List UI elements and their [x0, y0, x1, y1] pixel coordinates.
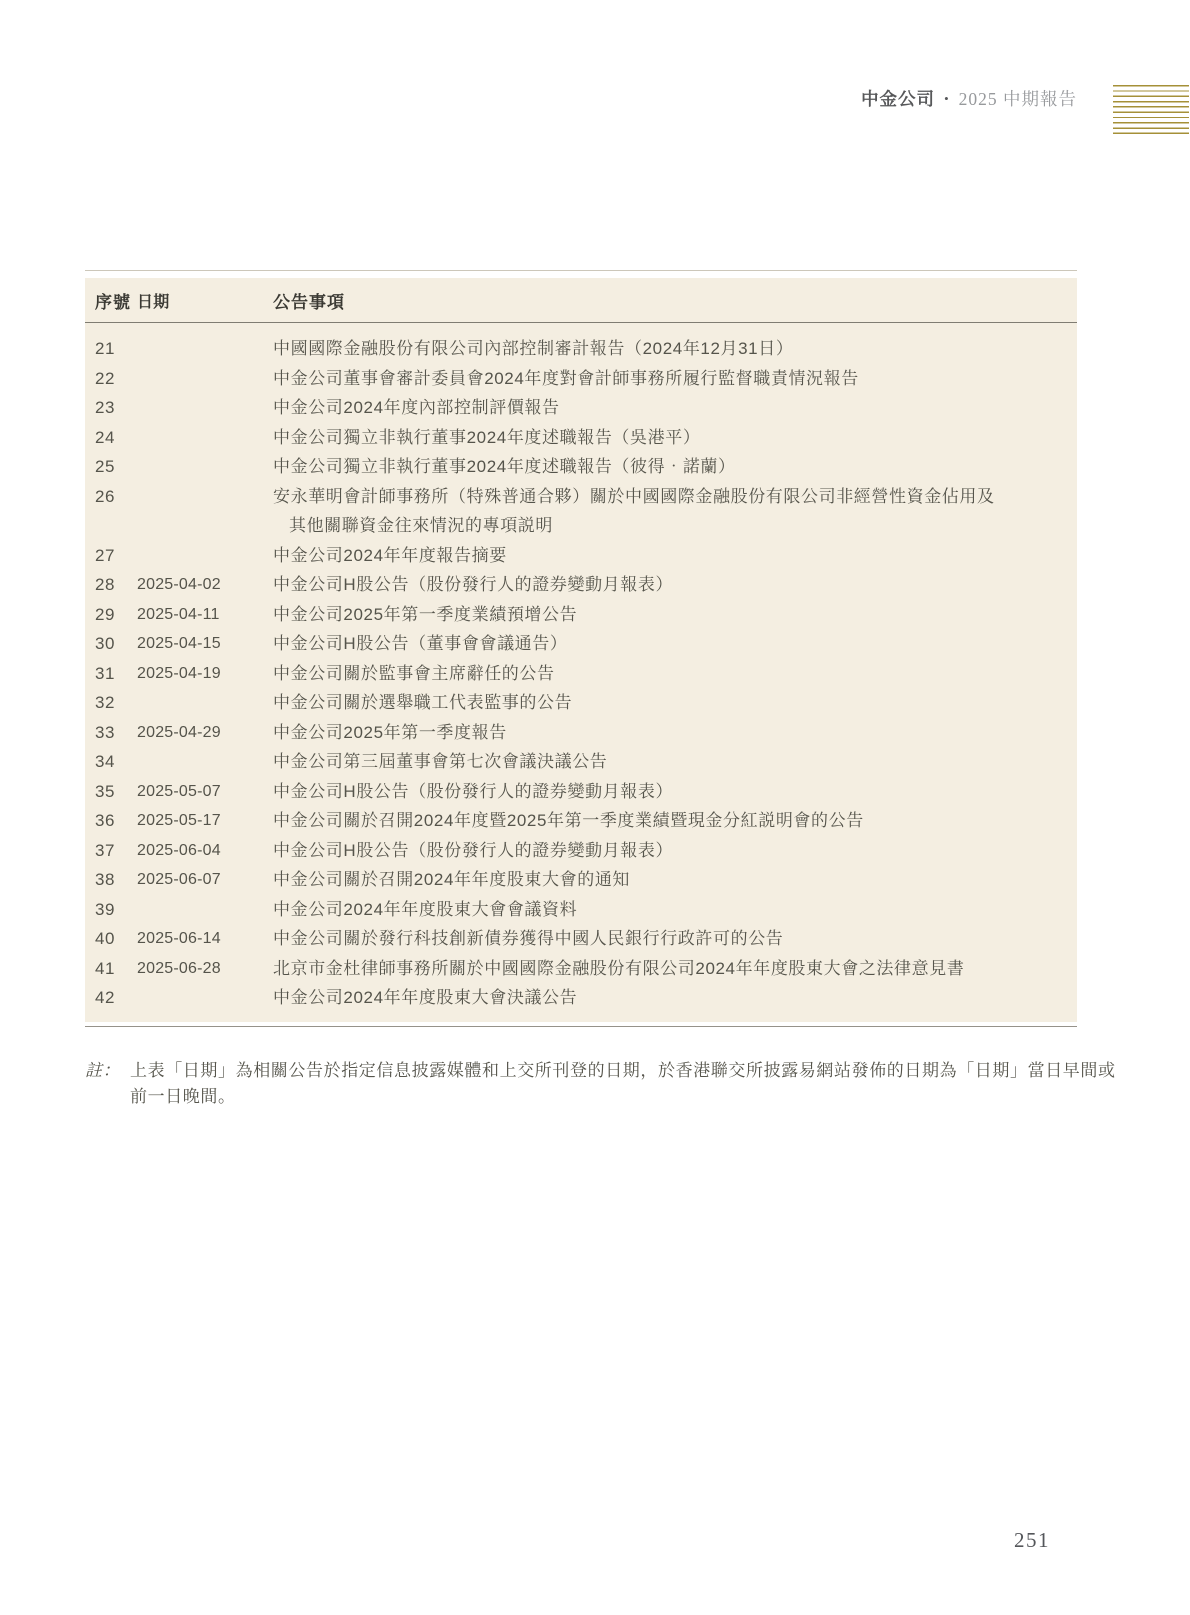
row-date [137, 983, 273, 1013]
announcement-item: 安永華明會計師事務所（特殊普通合夥）關於中國國際金融股份有限公司非經營性資金佔用及 [273, 486, 995, 506]
announcement-item: 中金公司2024年度內部控制評價報告 [273, 398, 560, 417]
row-item-cell [273, 364, 1077, 394]
row-item-cell [273, 688, 1077, 718]
table-row [85, 718, 1077, 748]
row-item-cell [273, 895, 1077, 925]
row-item-cell [273, 954, 1077, 984]
row-item-cell [273, 983, 1077, 1013]
row-number: 33 [95, 722, 116, 742]
row-item-cell [273, 659, 1077, 689]
row-number: 34 [95, 752, 116, 771]
gold-lines-decoration [1113, 85, 1189, 134]
column-header-date: 日期 [137, 293, 170, 311]
announcement-item: 中金公司2025年第一季度報告 [273, 722, 507, 742]
announcement-item: 中金公司H股公告（董事會會議通告） [273, 634, 568, 653]
announcement-item: 中金公司關於召開2024年年度股東大會的通知 [273, 870, 631, 889]
row-date [137, 541, 273, 571]
table-row [85, 747, 1077, 777]
row-number: 21 [95, 339, 116, 358]
row-date: 2025-04-02 [137, 576, 221, 593]
table-row [85, 600, 1077, 630]
row-item-cell [273, 629, 1077, 659]
announcement-item: 中金公司H股公告（股份發行人的證券變動月報表） [273, 781, 674, 801]
announcement-item: 中金公司H股公告（股份發行人的證券變動月報表） [273, 575, 674, 594]
announcement-item: 中金公司2024年年度股東大會決議公告 [273, 988, 578, 1007]
row-item-cell [273, 600, 1077, 630]
row-item-cell [273, 334, 1077, 364]
row-date [137, 364, 273, 394]
table-row [85, 954, 1077, 984]
table-row [85, 659, 1077, 689]
row-date [137, 895, 273, 925]
announcement-item: 中金公司關於選舉職工代表監事的公告 [273, 693, 573, 712]
row-date [137, 393, 273, 423]
row-number: 25 [95, 457, 116, 476]
table-row [85, 806, 1077, 836]
row-date [137, 747, 273, 777]
row-item-cell [273, 806, 1077, 836]
row-item-cell [273, 570, 1077, 600]
row-date: 2025-05-07 [137, 782, 221, 800]
row-number: 40 [95, 929, 116, 948]
table-header-row [85, 278, 1077, 323]
row-item-cell [273, 924, 1077, 954]
table-row [85, 334, 1077, 364]
table-row [85, 452, 1077, 482]
announcements-table [85, 270, 1077, 1027]
table-row [85, 688, 1077, 718]
announcement-item: 中金公司關於召開2024年度暨2025年第一季度業績暨現金分紅説明會的公告 [273, 811, 864, 830]
row-number: 32 [95, 693, 116, 712]
row-item-cell [273, 452, 1077, 482]
row-date: 2025-05-17 [137, 812, 221, 829]
report-title: 2025 中期報告 [958, 89, 1077, 109]
row-number: 35 [95, 781, 116, 801]
row-date: 2025-04-29 [137, 723, 221, 741]
table-row [85, 777, 1077, 807]
row-item-cell [273, 865, 1077, 895]
footnote-text [130, 1058, 1116, 1110]
table-row [85, 983, 1077, 1013]
row-date [137, 452, 273, 482]
row-number: 29 [95, 604, 116, 624]
table-row [85, 393, 1077, 423]
row-number: 36 [95, 811, 116, 830]
row-date: 2025-04-11 [137, 605, 220, 623]
row-item-cell [273, 836, 1077, 866]
table-row [85, 865, 1077, 895]
row-item-cell [273, 747, 1077, 777]
table-row [85, 482, 1077, 541]
table-row [85, 629, 1077, 659]
row-number: 31 [95, 663, 116, 683]
row-number: 39 [95, 899, 116, 919]
table-surface [85, 278, 1077, 1022]
table-row [85, 895, 1077, 925]
column-header-no: 序號 [95, 292, 131, 312]
row-number: 41 [95, 958, 116, 978]
row-item-cell [273, 482, 1077, 541]
footnote-line: 上表「日期」為相關公告於指定信息披露媒體和上交所刊登的日期，於香港聯交所披露易網站發佈的日期為「日期」當日早間或 [130, 1061, 1116, 1080]
row-number: 27 [95, 545, 116, 565]
announcement-item-continuation: 其他關聯資金往來情況的專項説明 [289, 516, 553, 535]
row-date: 2025-04-15 [137, 635, 221, 652]
announcement-item: 中金公司H股公告（股份發行人的證券變動月報表） [273, 840, 674, 860]
footnote [85, 1058, 1116, 1110]
row-date: 2025-06-14 [137, 930, 221, 947]
announcement-item: 中金公司關於監事會主席辭任的公告 [273, 663, 555, 683]
announcement-item: 中金公司第三屆董事會第七次會議決議公告 [273, 752, 608, 771]
separator-dot: • [944, 91, 950, 106]
table-row [85, 541, 1077, 571]
company-name: 中金公司 [861, 89, 936, 109]
row-number: 26 [95, 486, 116, 506]
row-date [137, 423, 273, 453]
row-date: 2025-06-07 [137, 871, 221, 888]
table-row [85, 364, 1077, 394]
column-header-item: 公告事項 [273, 292, 345, 312]
row-number: 30 [95, 634, 116, 653]
announcement-item: 中金公司2025年第一季度業績預增公告 [273, 604, 578, 624]
page-number: 251 [1014, 1528, 1050, 1552]
row-number: 37 [95, 840, 116, 860]
table-body [85, 323, 1077, 1022]
running-header [861, 86, 1077, 111]
row-date: 2025-06-04 [137, 841, 221, 859]
announcement-item: 中金公司2024年年度股東大會會議資料 [273, 899, 578, 919]
announcement-item: 北京市金杜律師事務所關於中國國際金融股份有限公司2024年年度股東大會之法律意見書 [273, 958, 965, 978]
row-date [137, 334, 273, 364]
row-item-cell [273, 718, 1077, 748]
footnote-label: 註： [85, 1061, 121, 1080]
row-number: 42 [95, 988, 116, 1007]
row-date: 2025-04-19 [137, 664, 221, 682]
row-date: 2025-06-28 [137, 959, 221, 977]
row-date [137, 688, 273, 718]
footnote-line: 前一日晚間。 [130, 1087, 236, 1106]
announcement-item: 中金公司獨立非執行董事2024年度述職報告（吳港平） [273, 427, 701, 447]
row-item-cell [273, 393, 1077, 423]
announcement-item: 中金公司關於發行科技創新債券獲得中國人民銀行行政許可的公告 [273, 929, 784, 948]
row-number: 24 [95, 427, 116, 447]
row-date [137, 482, 273, 541]
table-bottom-rule [85, 1026, 1077, 1027]
table-row [85, 423, 1077, 453]
table-row [85, 836, 1077, 866]
row-number: 22 [95, 368, 116, 388]
table-top-rule [85, 270, 1077, 271]
table-row [85, 570, 1077, 600]
announcement-item: 中金公司2024年年度報告摘要 [273, 545, 507, 565]
row-number: 28 [95, 575, 116, 594]
row-number: 38 [95, 870, 116, 889]
row-number: 23 [95, 398, 116, 417]
row-item-cell [273, 777, 1077, 807]
table-row [85, 924, 1077, 954]
announcement-item: 中金公司董事會審計委員會2024年度對會計師事務所履行監督職責情況報告 [273, 368, 859, 388]
announcement-item: 中國國際金融股份有限公司內部控制審計報告（2024年12月31日） [273, 339, 794, 358]
row-item-cell [273, 423, 1077, 453]
announcement-item: 中金公司獨立非執行董事2024年度述職報告（彼得‧諾蘭） [273, 457, 736, 476]
row-item-cell [273, 541, 1077, 571]
